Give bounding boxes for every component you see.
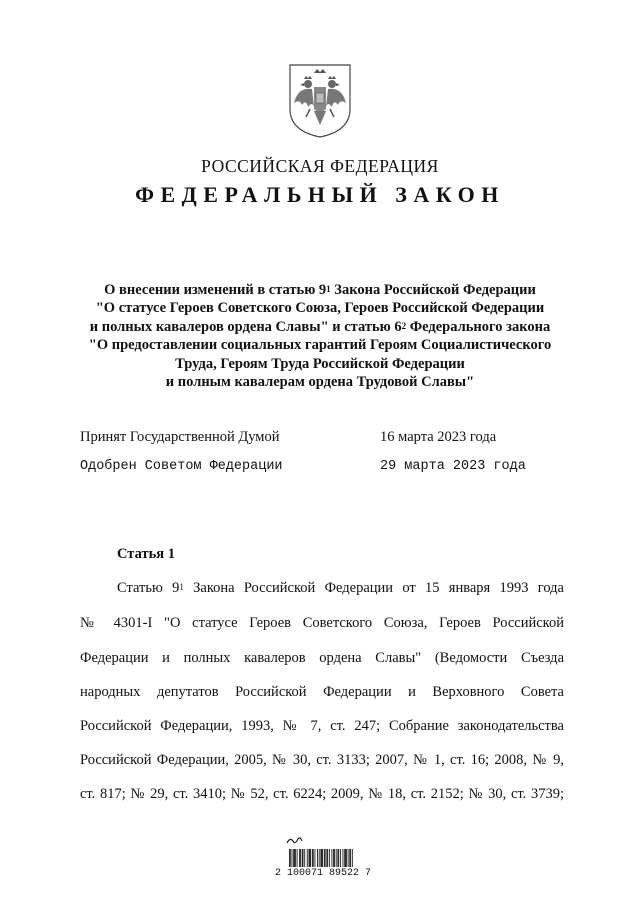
barcode-bar xyxy=(319,849,320,867)
barcode-bar xyxy=(290,849,291,867)
barcode-bar xyxy=(303,849,304,867)
barcode-bar xyxy=(343,849,344,867)
barcode-bar xyxy=(293,849,294,867)
barcode-bar xyxy=(346,849,347,867)
article-text-line: Федерации и полных кавалеров ордена Славы" (Ведомости Съезда xyxy=(80,650,564,666)
title-line xyxy=(60,281,580,299)
article-text-line: ст. 817; № 29, ст. 3410; № 52, ст. 6224; 2009, № 18, ст. 2152; № 30, ст. 3739; xyxy=(80,786,564,802)
barcode-bar xyxy=(324,849,325,867)
barcode-bar xyxy=(348,849,349,867)
barcode-bar xyxy=(326,849,327,867)
title-line: Труда, Героям Труда Российской Федерации xyxy=(175,355,465,372)
barcode-bar xyxy=(329,849,330,867)
barcode-bar xyxy=(320,849,321,867)
article-heading: Статья 1 xyxy=(117,546,175,562)
barcode-bar xyxy=(292,849,293,867)
barcode-bar xyxy=(304,849,305,867)
barcode-bar xyxy=(297,849,298,867)
barcode-bar xyxy=(344,849,345,867)
title-line xyxy=(60,318,580,336)
title-line: и полным кавалерам ордена Трудовой Славы" xyxy=(165,374,475,391)
barcode-bar xyxy=(336,849,337,867)
title-text: и полных кавалеров ордена Славы" и статью 6 xyxy=(89,318,402,335)
title-text: О внесении изменений в статью 9 xyxy=(104,282,327,298)
country-name: РОССИЙСКАЯ ФЕДЕРАЦИЯ xyxy=(201,156,439,176)
barcode-bar xyxy=(327,849,328,867)
barcode-bar xyxy=(322,849,323,867)
article-text-line: Российской Федерации, 2005, № 30, ст. 3133; 2007, № 1, ст. 16; 2008, № 9, xyxy=(80,752,564,768)
barcode-bar xyxy=(332,849,333,867)
barcode-bar xyxy=(289,849,290,867)
article-text-line: народных депутатов Российской Федерации и Верховного Совета xyxy=(80,684,564,700)
council-approval-row xyxy=(80,459,580,479)
barcode-bars xyxy=(289,849,353,867)
superscript-index: 2 xyxy=(401,320,407,331)
barcode-bar xyxy=(300,849,301,867)
duma-adoption-row xyxy=(80,429,580,449)
superscript-index: 1 xyxy=(179,582,184,592)
barcode-bar xyxy=(349,849,350,867)
barcode-bar xyxy=(317,849,318,867)
barcode-bar xyxy=(312,849,313,867)
barcode-bar xyxy=(352,849,353,867)
barcode-bar xyxy=(321,849,322,867)
article-text-line: Российской Федерации, 1993, № 7, ст. 247; Собрание законодательства xyxy=(80,718,564,734)
barcode-bar xyxy=(333,849,334,867)
barcode-bar xyxy=(325,849,326,867)
barcode-bar xyxy=(299,849,300,867)
duma-adoption-date: 16 марта 2023 года xyxy=(380,429,497,445)
barcode-bar xyxy=(302,849,303,867)
barcode-bar xyxy=(310,849,311,867)
law-title xyxy=(60,281,580,391)
handwritten-mark xyxy=(287,838,302,843)
document-type-heading: ФЕДЕРАЛЬНЫЙ ЗАКОН xyxy=(135,182,505,207)
barcode-bar xyxy=(350,849,351,867)
barcode-bar xyxy=(294,849,295,867)
barcode-bar xyxy=(337,849,338,867)
superscript-index: 1 xyxy=(326,284,331,294)
article-text-line xyxy=(117,578,564,598)
barcode-digits: 2 100071 89522 7 xyxy=(274,868,371,879)
barcode-bar xyxy=(307,849,308,867)
barcode-bar xyxy=(313,849,314,867)
double-headed-eagle-icon xyxy=(288,63,352,139)
barcode-bar xyxy=(340,849,341,867)
coat-of-arms-emblem xyxy=(288,63,352,139)
title-text: Федерального закона xyxy=(406,318,551,335)
barcode-bar xyxy=(345,849,346,867)
barcode-bar xyxy=(338,849,339,867)
council-approval-label: Одобрен Советом Федерации xyxy=(80,459,283,474)
council-approval-date: 29 марта 2023 года xyxy=(380,459,526,474)
title-text: Закона Российской Федерации xyxy=(330,282,536,298)
title-line: "О предоставлении социальных гарантий Героям Социалистического xyxy=(88,337,552,354)
title-line: "О статусе Героев Советского Союза, Героев Российской Федерации xyxy=(95,300,545,317)
barcode-bar xyxy=(309,849,310,867)
barcode-bar xyxy=(295,849,296,867)
article-text-line: № 4301-I "О статусе Героев Советского Союза, Героев Российской xyxy=(80,615,564,631)
barcode-bar xyxy=(334,849,335,867)
duma-adoption-label: Принят Государственной Думой xyxy=(80,429,280,445)
article-text: Закона Российской Федерации от 15 января 1993 года xyxy=(183,580,564,596)
article-text: Статью 9 xyxy=(117,580,180,596)
barcode-bar xyxy=(315,849,316,867)
barcode-bar xyxy=(309,849,310,867)
